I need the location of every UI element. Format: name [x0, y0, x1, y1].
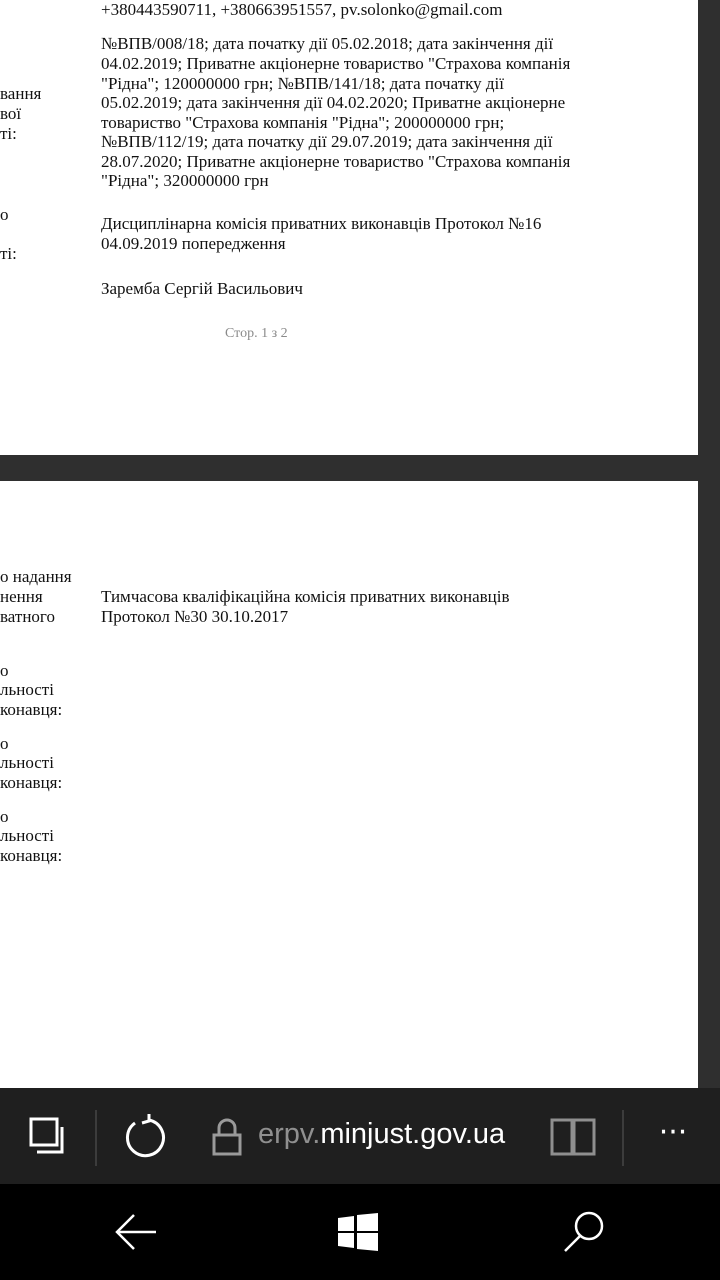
left-label-fragment: ті: — [0, 124, 17, 143]
address-domain-prefix: erpv. — [258, 1118, 321, 1150]
commission-line: Тимчасова кваліфікаційна комісія приватних виконавців — [101, 587, 510, 606]
left-label-fragment: вої — [0, 104, 22, 123]
left-label-fragment: о — [0, 734, 9, 753]
search-icon[interactable] — [562, 1210, 606, 1254]
lock-icon — [212, 1118, 242, 1156]
address-domain: minjust.gov.ua — [320, 1118, 506, 1150]
discipline-line: Дисциплінарна комісія приватних виконавців Протокол №16 — [101, 214, 542, 233]
left-label-fragment: льності — [0, 680, 54, 699]
insurance-line: №ВПВ/008/18; дата початку дії 05.02.2018; дата закінчення дії — [101, 34, 554, 53]
back-icon[interactable] — [112, 1212, 158, 1252]
insurance-line: 05.02.2019; дата закінчення дії 04.02.2020; Приватне акціонерне — [101, 93, 566, 112]
toolbar-separator — [622, 1110, 624, 1166]
left-label-fragment: конавця: — [0, 846, 63, 865]
discipline-line: 04.09.2019 попередження — [101, 234, 286, 253]
insurance-line: №ВПВ/112/19; дата початку дії 29.07.2019; дата закінчення дії — [101, 132, 553, 151]
contacts-text: +380443590711, +380663951557, pv.solonko@gmail.com — [101, 0, 503, 19]
left-label-fragment: о надання — [0, 567, 72, 586]
browser-toolbar — [0, 1088, 720, 1184]
person-name: Заремба Сергій Васильович — [101, 279, 303, 298]
left-label-fragment: льності — [0, 753, 54, 772]
left-label-fragment: нення — [0, 587, 43, 606]
insurance-line: "Рідна"; 320000000 грн — [101, 171, 269, 190]
insurance-line: 28.07.2020; Приватне акціонерне товариство "Страхова компанія — [101, 152, 571, 171]
toolbar-separator — [95, 1110, 97, 1166]
left-label-fragment: ватного — [0, 607, 55, 626]
windows-start-icon[interactable] — [338, 1213, 378, 1251]
left-label-fragment: конавця: — [0, 700, 63, 719]
address-bar[interactable] — [258, 1118, 505, 1151]
more-icon[interactable]: ··· — [658, 1115, 688, 1150]
system-nav-bar — [0, 1184, 720, 1280]
document-page-2 — [0, 481, 698, 1088]
commission-line: Протокол №30 30.10.2017 — [101, 607, 289, 626]
tabs-icon[interactable] — [28, 1116, 70, 1158]
document-page-1 — [0, 0, 698, 455]
insurance-line: 04.02.2019; Приватне акціонерне товариство "Страхова компанія — [101, 54, 571, 73]
insurance-line: "Рідна"; 120000000 грн; №ВПВ/141/18; дата початку дії — [101, 74, 505, 93]
page-number: Стор. 1 з 2 — [225, 326, 288, 341]
left-label-fragment: ті: — [0, 244, 17, 263]
refresh-icon[interactable] — [122, 1114, 168, 1160]
left-label-fragment: вання — [0, 84, 42, 103]
insurance-line: товариство "Страхова компанія "Рідна"; 200000000 грн; — [101, 113, 505, 132]
left-label-fragment: о — [0, 807, 9, 826]
left-label-fragment: конавця: — [0, 773, 63, 792]
left-label-fragment: о — [0, 205, 9, 224]
reading-view-icon[interactable] — [548, 1114, 598, 1160]
left-label-fragment: о — [0, 661, 9, 680]
left-label-fragment: льності — [0, 826, 54, 845]
